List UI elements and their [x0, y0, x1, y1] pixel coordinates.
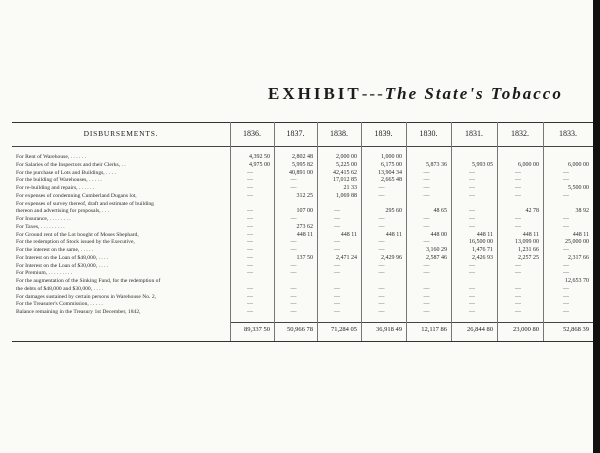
- row-label: thereon and advertising for proposals, . . .: [16, 208, 110, 215]
- table-cell: —: [334, 262, 340, 269]
- table-cell: —: [469, 301, 475, 308]
- column-rule: [274, 122, 275, 341]
- row-label: For the Treasurer's Commission, . . . . .: [16, 301, 103, 308]
- table-cell: 6,000 00: [518, 161, 539, 168]
- table-cell: —: [469, 223, 475, 230]
- year-header: 1837.: [286, 129, 305, 138]
- table-cell: —: [334, 223, 340, 230]
- table-cell: —: [515, 270, 521, 277]
- row-label: For Rent of Warehouse, . . . . . .: [16, 154, 86, 160]
- table-cell: 48 65: [433, 208, 447, 215]
- row-label: For expenses of survey thereof, draft and estimate of building: [16, 200, 154, 207]
- table-cell: 448 11: [340, 231, 357, 238]
- row-label: For the redemption of Stock issued by the Executive,: [16, 239, 135, 246]
- row-label: For the augmentation of the Sinking Fund, for the redemption of: [16, 278, 161, 284]
- table-cell: —: [378, 309, 385, 315]
- year-header: 1836.: [243, 129, 261, 138]
- table-cell: 273 62: [296, 223, 313, 230]
- column-rule: [230, 122, 231, 341]
- table-cell: —: [378, 262, 385, 269]
- table-cell: —: [334, 239, 340, 246]
- column-total: 36,918 49: [376, 326, 402, 333]
- row-label: For the purchase of Lots and Buildings, . . . .: [16, 169, 116, 176]
- table-cell: —: [247, 285, 253, 292]
- year-header: 1830.: [419, 129, 438, 138]
- table-cell: —: [423, 293, 430, 300]
- table-cell: 448 11: [385, 231, 402, 238]
- table-cell: 2,317 66: [568, 254, 589, 261]
- column-rule: [543, 122, 544, 341]
- row-label: For Interest on the Loan of $30,000, . . . .: [16, 262, 109, 269]
- column-total: 23,000 80: [513, 326, 539, 333]
- table-cell: —: [515, 185, 521, 191]
- table-cell: 5,873 36: [426, 161, 447, 168]
- table-cell: 5,500 00: [568, 185, 589, 191]
- column-total: 71,284 05: [331, 326, 357, 333]
- table-cell: —: [334, 309, 340, 315]
- table-cell: —: [469, 185, 475, 191]
- table-bottom-rule: [12, 341, 593, 342]
- table-cell: 13,904 34: [378, 169, 402, 176]
- table-cell: —: [334, 216, 340, 222]
- table-cell: 2,471 24: [336, 254, 357, 261]
- table-cell: 2,257 25: [518, 254, 539, 261]
- table-cell: —: [290, 262, 297, 269]
- year-header: 1838.: [330, 129, 348, 138]
- table-cell: —: [423, 239, 430, 246]
- table-cell: 38 92: [575, 208, 589, 215]
- row-label: the debts of $48,000 and $30,000, . . . .: [16, 285, 104, 292]
- row-label: For the interest on the same, . . . . .: [16, 247, 94, 253]
- table-cell: —: [378, 293, 385, 300]
- table-cell: —: [378, 239, 385, 246]
- table-cell: —: [247, 239, 253, 246]
- table-cell: —: [290, 239, 297, 246]
- year-header: 1833.: [559, 129, 577, 138]
- table-cell: —: [469, 216, 475, 222]
- table-cell: —: [423, 169, 430, 176]
- table-cell: —: [423, 270, 430, 277]
- table-cell: —: [423, 177, 430, 184]
- table-cell: —: [247, 254, 253, 261]
- table-cell: —: [378, 223, 385, 230]
- table-cell: —: [247, 231, 253, 238]
- scan-edge: [593, 0, 600, 453]
- table-cell: —: [334, 285, 340, 292]
- table-cell: 2,426 93: [472, 254, 493, 261]
- table-cell: —: [290, 216, 297, 222]
- table-cell: —: [290, 177, 297, 184]
- table-cell: —: [515, 169, 521, 176]
- table-cell: —: [247, 192, 253, 199]
- table-cell: —: [247, 177, 253, 184]
- table-cell: —: [378, 285, 385, 292]
- table-cell: —: [469, 177, 475, 184]
- table-cell: —: [563, 247, 569, 253]
- table-cell: —: [563, 177, 569, 184]
- row-label: For re-building and repairs, . . . . . .: [16, 185, 95, 191]
- header-rule: [12, 146, 593, 147]
- table-cell: —: [469, 262, 475, 269]
- table-cell: 4,392 50: [249, 154, 270, 160]
- column-total: 12,117 86: [421, 326, 447, 333]
- table-cell: —: [423, 285, 430, 292]
- table-cell: —: [247, 262, 253, 269]
- column-header-disbursements: DISBURSEMENTS.: [83, 129, 159, 138]
- table-cell: —: [247, 247, 253, 253]
- table-cell: 2,665 48: [381, 177, 402, 184]
- table-cell: 16,500 00: [469, 239, 493, 246]
- table-cell: 40,891 00: [289, 169, 313, 176]
- title-rest: The State's Tobacco: [384, 84, 563, 103]
- table-cell: 107 00: [296, 208, 313, 215]
- table-cell: 2,000 00: [336, 154, 357, 160]
- table-cell: —: [469, 285, 475, 292]
- table-cell: 25,000 00: [565, 239, 589, 246]
- table-cell: 1,476 71: [472, 247, 493, 253]
- table-cell: —: [469, 270, 475, 277]
- row-label: For the building of Warehouses, . . . . .: [16, 177, 102, 184]
- table-cell: 6,000 00: [568, 161, 589, 168]
- table-cell: —: [423, 309, 430, 315]
- table-cell: 13,099 00: [515, 239, 539, 246]
- totals-rule: [230, 322, 593, 323]
- table-cell: 448 00: [430, 231, 447, 238]
- column-total: 52,868 39: [563, 326, 589, 333]
- table-cell: —: [334, 301, 340, 308]
- column-rule: [317, 122, 318, 341]
- column-rule: [451, 122, 452, 341]
- column-rule: [497, 122, 498, 341]
- table-cell: —: [378, 247, 385, 253]
- table-cell: —: [563, 285, 569, 292]
- table-cell: —: [290, 309, 297, 315]
- table-cell: —: [469, 309, 475, 315]
- row-label: For Taxes, . . . . . . . . .: [16, 223, 65, 230]
- table-cell: —: [515, 285, 521, 292]
- title-lead: EXHIBIT: [268, 84, 362, 103]
- table-cell: 4,975 00: [249, 161, 270, 168]
- row-label: For Ground rent of the Lot bought of Moses Shephard,: [16, 231, 139, 238]
- table-cell: —: [378, 301, 385, 308]
- column-rule: [406, 122, 407, 341]
- table-cell: —: [247, 309, 253, 315]
- table-cell: 2,802 48: [292, 154, 313, 160]
- table-cell: —: [469, 169, 475, 176]
- table-cell: —: [469, 293, 475, 300]
- table-cell: 3,160 29: [426, 247, 447, 253]
- table-cell: 448 11: [572, 231, 589, 238]
- row-label: For damages sustained by certain persons in Warehouse No. 2,: [16, 293, 157, 300]
- column-total: 89,337 50: [244, 326, 270, 333]
- table-cell: 1,000 00: [381, 154, 402, 160]
- table-cell: —: [334, 270, 340, 277]
- table-cell: —: [290, 285, 297, 292]
- table-cell: —: [247, 301, 253, 308]
- table-cell: —: [247, 223, 253, 230]
- table-cell: —: [378, 270, 385, 277]
- table-cell: 42,415 62: [333, 169, 357, 176]
- table-cell: —: [290, 301, 297, 308]
- table-cell: —: [334, 247, 340, 253]
- table-cell: 448 11: [522, 231, 539, 238]
- table-cell: 21 33: [343, 185, 357, 191]
- table-cell: —: [247, 293, 253, 300]
- table-cell: 312 25: [296, 192, 313, 199]
- table-cell: —: [290, 185, 297, 191]
- table-cell: 5,225 00: [336, 161, 357, 168]
- table-cell: —: [469, 208, 475, 215]
- row-label: For Premium, . . . . . . . . .: [16, 270, 73, 277]
- table-cell: —: [290, 293, 297, 300]
- row-label: For Interest on the Loan of $48,000, . . . .: [16, 254, 109, 261]
- table-cell: 12,653 70: [565, 278, 589, 284]
- table-cell: —: [515, 309, 521, 315]
- table-cell: —: [515, 262, 521, 269]
- table-cell: 448 11: [476, 231, 493, 238]
- row-label: For Insurance, . . . . . . . .: [16, 216, 71, 222]
- table-cell: —: [378, 216, 385, 222]
- table-cell: —: [290, 247, 297, 253]
- year-header: 1832.: [511, 129, 529, 138]
- table-cell: —: [423, 216, 430, 222]
- table-cell: 1,069 88: [336, 192, 357, 199]
- table-cell: 137 50: [296, 254, 313, 261]
- table-cell: —: [563, 270, 569, 277]
- title-separator: ---: [361, 84, 385, 103]
- table-cell: —: [563, 216, 569, 222]
- table-cell: —: [247, 270, 253, 277]
- year-header: 1839.: [374, 129, 393, 138]
- table-cell: —: [423, 223, 430, 230]
- column-rule: [361, 122, 362, 341]
- table-cell: —: [423, 185, 430, 191]
- table-cell: 42 78: [525, 208, 539, 215]
- page-title: [268, 84, 563, 104]
- table-cell: 1,231 66: [518, 247, 539, 253]
- table-top-rule: [12, 122, 593, 123]
- table-cell: —: [423, 301, 430, 308]
- table-cell: 448 11: [296, 231, 313, 238]
- table-cell: —: [563, 223, 569, 230]
- column-total: 50,966 78: [287, 326, 313, 333]
- table-cell: —: [515, 301, 521, 308]
- table-cell: —: [563, 262, 569, 269]
- table-cell: 2,429 96: [381, 254, 402, 261]
- year-header: 1831.: [465, 129, 483, 138]
- table-cell: —: [423, 262, 430, 269]
- table-cell: —: [247, 208, 253, 215]
- table-cell: —: [563, 309, 569, 315]
- table-cell: —: [515, 216, 521, 222]
- table-cell: —: [563, 301, 569, 308]
- table-cell: —: [563, 192, 569, 199]
- table-cell: 2,587 46: [426, 254, 447, 261]
- table-cell: —: [247, 185, 253, 191]
- table-cell: —: [515, 293, 521, 300]
- column-total: 26,844 80: [467, 326, 493, 333]
- table-cell: —: [378, 185, 385, 191]
- table-cell: —: [515, 177, 521, 184]
- table-cell: —: [247, 216, 253, 222]
- table-cell: —: [334, 208, 340, 215]
- row-label: For Salaries of the Inspectors and their Clerks, . .: [16, 161, 126, 168]
- table-cell: 5,993 05: [472, 161, 493, 168]
- table-cell: 6,175 00: [381, 161, 402, 168]
- table-cell: —: [563, 293, 569, 300]
- table-cell: —: [469, 192, 475, 199]
- table-cell: 5,995 82: [292, 161, 313, 168]
- table-cell: —: [423, 192, 430, 199]
- table-cell: 17,012 85: [333, 177, 357, 184]
- table-cell: —: [515, 223, 521, 230]
- table-cell: —: [334, 293, 340, 300]
- table-cell: —: [290, 270, 297, 277]
- row-label: For expenses of condemning Cumberland Dugans lot,: [16, 192, 137, 199]
- table-cell: —: [515, 192, 521, 199]
- table-cell: —: [378, 192, 385, 199]
- table-cell: 295 60: [385, 208, 402, 215]
- row-label: Balance remaining in the Treasury 1st December, 1842,: [16, 309, 141, 315]
- table-cell: —: [247, 169, 253, 176]
- table-cell: —: [563, 169, 569, 176]
